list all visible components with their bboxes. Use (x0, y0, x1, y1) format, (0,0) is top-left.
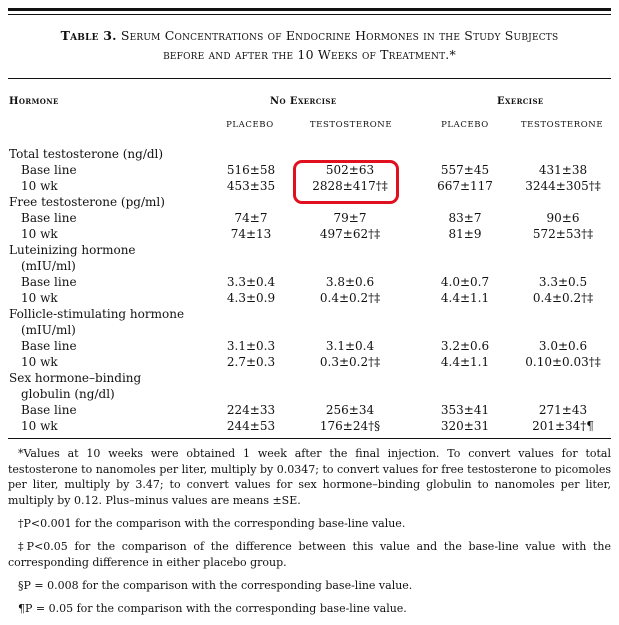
row-label: Luteinizing hormone (9, 243, 136, 257)
cell-placebo-no-exercise: 74±7 (234, 211, 268, 225)
table-row (0, 338, 619, 354)
cell-testosterone-no-exercise: 256±34 (325, 403, 375, 417)
table-row (0, 418, 619, 434)
top-rule (8, 8, 611, 11)
cell-testosterone-no-exercise: 0.4±0.2†‡ (319, 291, 381, 305)
row-label: 10 wk (21, 227, 58, 241)
cell-testosterone-exercise: 0.4±0.2†‡ (532, 291, 594, 305)
cell-placebo-no-exercise: 516±58 (226, 163, 276, 177)
cell-testosterone-exercise: 201±34†¶ (532, 419, 594, 433)
cell-placebo-no-exercise: 2.7±0.3 (226, 355, 276, 369)
cell-placebo-exercise: 4.0±0.7 (440, 275, 490, 289)
cell-testosterone-exercise: 3.3±0.5 (538, 275, 588, 289)
table-row (0, 386, 619, 402)
top-rule-thin (8, 14, 611, 15)
table-row (0, 210, 619, 226)
row-label: Base line (21, 211, 77, 225)
cell-placebo-exercise: 4.4±1.1 (440, 355, 490, 369)
cell-testosterone-no-exercise: 502±63 (325, 163, 375, 177)
cell-placebo-no-exercise: 3.1±0.3 (226, 339, 276, 353)
row-label: 10 wk (21, 179, 58, 193)
cell-placebo-exercise: 353±41 (440, 403, 490, 417)
cell-testosterone-no-exercise: 176±24†§ (319, 419, 381, 433)
cell-testosterone-no-exercise: 0.3±0.2†‡ (319, 355, 381, 369)
row-label: Sex hormone–binding (9, 371, 142, 385)
row-label: Total testosterone (ng/dl) (9, 147, 164, 161)
row-label: 10 wk (21, 355, 58, 369)
row-label: (mIU/ml) (21, 323, 76, 337)
cell-testosterone-no-exercise: 497±62†‡ (319, 227, 381, 241)
footnote-pilcrow: ¶P = 0.05 for the comparison with the corresponding base-line value. (18, 602, 407, 615)
row-label: 10 wk (21, 419, 58, 433)
row-label: Base line (21, 403, 77, 417)
row-label: globulin (ng/dl) (21, 387, 115, 401)
cell-placebo-exercise: 81±9 (448, 227, 482, 241)
row-label: 10 wk (21, 291, 58, 305)
table-row (0, 354, 619, 370)
table-row (0, 370, 619, 386)
cell-placebo-exercise: 4.4±1.1 (440, 291, 490, 305)
row-label: Base line (21, 275, 77, 289)
group-header-exercise: Exercise (497, 96, 544, 107)
row-label: Free testosterone (pg/ml) (9, 195, 165, 209)
cell-testosterone-no-exercise: 3.1±0.4 (325, 339, 375, 353)
subheader-testosterone-no-exercise: TESTOSTERONE (309, 120, 393, 130)
table-row (0, 274, 619, 290)
footnote-double-dagger: ‡P<0.05 for the comparison of the difference between this value and the base-line value with the corresponding difference in either placebo group. (8, 540, 611, 569)
cell-placebo-exercise: 83±7 (448, 211, 482, 225)
table-caption-lead: Table 3. (60, 28, 117, 43)
cell-placebo-exercise: 667±117 (437, 179, 493, 193)
subheader-testosterone-exercise: TESTOSTERONE (520, 120, 604, 130)
cell-placebo-exercise: 3.2±0.6 (440, 339, 490, 353)
cell-testosterone-no-exercise: 79±7 (333, 211, 367, 225)
row-label: Base line (21, 163, 77, 177)
caption-rule (8, 78, 611, 79)
cell-testosterone-exercise: 271±43 (538, 403, 588, 417)
table-row (0, 290, 619, 306)
footnote-dagger: †P<0.001 for the comparison with the corresponding base-line value. (18, 517, 406, 530)
cell-placebo-no-exercise: 244±53 (226, 419, 276, 433)
column-header-hormone: Hormone (9, 96, 59, 107)
cell-testosterone-no-exercise: 3.8±0.6 (325, 275, 375, 289)
footnote-section: §P = 0.008 for the comparison with the corresponding base-line value. (18, 579, 413, 592)
cell-placebo-exercise: 320±31 (440, 419, 490, 433)
row-label: (mIU/ml) (21, 259, 76, 273)
table-row (0, 402, 619, 418)
row-label: Base line (21, 339, 77, 353)
table-caption (8, 26, 611, 64)
table-caption-line1: Serum Concentrations of Endocrine Hormones in the Study Subjects (120, 28, 559, 43)
subheader-placebo-exercise: PLACEBO (441, 120, 489, 130)
cell-testosterone-exercise: 3244±305†‡ (525, 179, 601, 193)
table-row (0, 258, 619, 274)
subheader-placebo-no-exercise: PLACEBO (226, 120, 274, 130)
cell-testosterone-exercise: 90±6 (546, 211, 580, 225)
cell-placebo-exercise: 557±45 (440, 163, 490, 177)
cell-placebo-no-exercise: 74±13 (230, 227, 272, 241)
table-row (0, 226, 619, 242)
cell-testosterone-exercise: 431±38 (538, 163, 588, 177)
table-row (0, 306, 619, 322)
table-row (0, 322, 619, 338)
cell-placebo-no-exercise: 453±35 (226, 179, 276, 193)
cell-testosterone-exercise: 0.10±0.03†‡ (525, 355, 601, 369)
cell-testosterone-no-exercise: 2828±417†‡ (312, 179, 388, 193)
cell-placebo-no-exercise: 4.3±0.9 (226, 291, 276, 305)
table-row (0, 242, 619, 258)
table-bottom-rule (8, 438, 611, 439)
footnote-values: *Values at 10 weeks were obtained 1 week after the final injection. To convert values for total testosterone to nanomoles per liter, multiply by 0.0347; to convert values for free testosterone to picomoles per liter, multiply by 3.47; to convert values for sex hormone–binding globulin to nanomoles per liter, multiply by 0.12. Plus–minus values are means ±SE. (8, 447, 611, 507)
group-header-no-exercise: No Exercise (270, 96, 337, 107)
cell-testosterone-exercise: 572±53†‡ (532, 227, 594, 241)
cell-placebo-no-exercise: 224±33 (226, 403, 276, 417)
cell-placebo-no-exercise: 3.3±0.4 (226, 275, 276, 289)
cell-testosterone-exercise: 3.0±0.6 (538, 339, 588, 353)
row-label: Follicle-stimulating hormone (9, 307, 185, 321)
table-caption-line2: before and after the 10 Weeks of Treatment.* (163, 47, 456, 62)
red-highlight-annotation (293, 160, 399, 204)
